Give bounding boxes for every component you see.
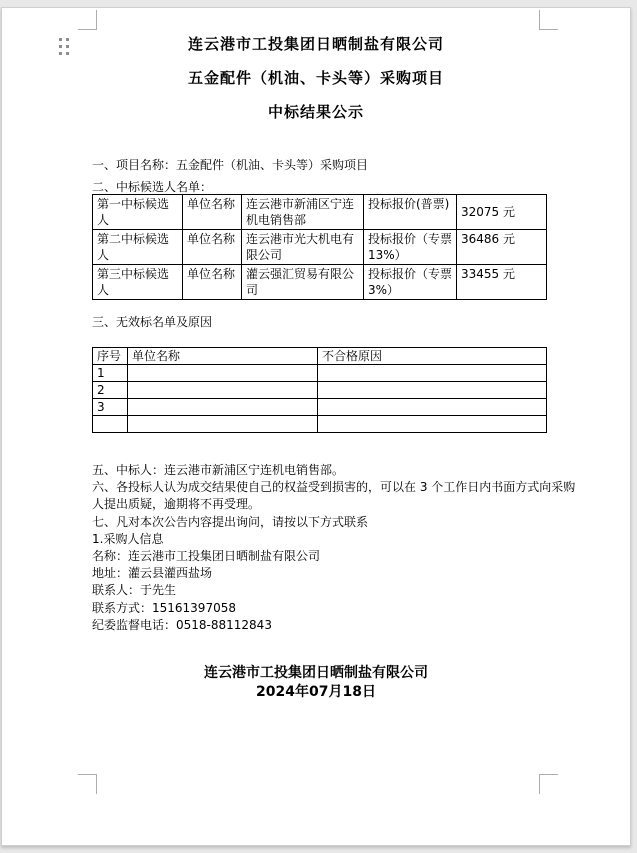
table-row — [93, 195, 547, 230]
document-title-project: 五金配件（机油、卡头等）采购项目 — [187, 69, 444, 87]
margin-corner-top-left-icon — [78, 10, 97, 30]
signature-block — [1, 664, 631, 702]
candidates-table — [92, 194, 547, 300]
table-row — [93, 416, 547, 433]
price-value-cell: 32075 元 — [457, 195, 547, 230]
margin-corner-bottom-left-icon — [78, 774, 97, 794]
row-number-cell: 3 — [93, 399, 128, 416]
section-project-name: 一、项目名称：五金配件（机油、卡头等）采购项目 — [92, 158, 369, 172]
body-line-purchaser-name: 名称：连云港市工投集团日晒制盐有限公司 — [92, 549, 321, 564]
company-name-cell: 灌云强汇贸易有限公司 — [242, 265, 364, 300]
signature-company: 连云港市工投集团日晒制盐有限公司 — [204, 665, 428, 681]
body-text-block — [92, 462, 576, 634]
section-candidate-list-heading: 二、中标候选人名单： — [92, 180, 213, 194]
table-row — [93, 399, 547, 416]
reason-cell — [318, 382, 547, 399]
invalid-bids-table — [92, 347, 547, 433]
candidate-rank-cell: 第三中标候选人 — [93, 265, 183, 300]
col-header-reason: 不合格原因 — [318, 348, 547, 365]
reason-cell — [318, 365, 547, 382]
table-row — [93, 265, 547, 300]
price-value-cell: 36486 元 — [457, 230, 547, 265]
unit-name-cell — [128, 399, 318, 416]
table-row — [93, 382, 547, 399]
body-line-objection-1: 六、各投标人认为成交结果使自己的权益受到损害的，可以在 3 个工作日内书面方式向采购 — [92, 480, 576, 495]
price-label-cell: 投标报价(普票) — [364, 195, 457, 230]
table-row — [93, 365, 547, 382]
row-number-cell — [93, 416, 128, 433]
body-line-purchaser-info-heading: 1.采购人信息 — [92, 531, 164, 546]
body-line-contact-phone: 联系方式：15161397058 — [92, 600, 236, 615]
col-header-unit: 单位名称 — [128, 348, 318, 365]
row-number-cell: 2 — [93, 382, 128, 399]
body-line-inquiry: 七、凡对本次公告内容提出询问，请按以下方式联系 — [92, 514, 369, 529]
company-name-cell: 连云港市新浦区宁连机电销售部 — [242, 195, 364, 230]
signature-date: 2024年07月18日 — [256, 684, 376, 700]
table-header-row — [93, 348, 547, 365]
body-line-winner: 五、中标人：连云港市新浦区宁连机电销售部。 — [92, 463, 345, 477]
price-value-cell: 33455 元 — [457, 265, 547, 300]
reason-cell — [318, 399, 547, 416]
unit-label-cell: 单位名称 — [183, 230, 242, 265]
unit-name-cell — [128, 382, 318, 399]
document-title-announcement: 中标结果公示 — [267, 103, 364, 121]
price-label-cell: 投标报价（专票3%） — [364, 265, 457, 300]
unit-label-cell: 单位名称 — [183, 195, 242, 230]
row-number-cell: 1 — [93, 365, 128, 382]
body-line-contact-person: 联系人：于先生 — [92, 583, 177, 598]
candidate-rank-cell: 第一中标候选人 — [93, 195, 183, 230]
table-row — [93, 230, 547, 265]
body-line-objection-2: 人提出质疑，逾期将不再受理。 — [92, 497, 261, 512]
section-invalid-bids-heading: 三、无效标名单及原因 — [92, 315, 213, 329]
unit-name-cell — [128, 416, 318, 433]
reason-cell — [318, 416, 547, 433]
margin-corner-bottom-right-icon — [539, 774, 558, 794]
company-name-cell: 连云港市光大机电有限公司 — [242, 230, 364, 265]
candidate-rank-cell: 第二中标候选人 — [93, 230, 183, 265]
col-header-no: 序号 — [93, 348, 128, 365]
price-label-cell: 投标报价（专票13%） — [364, 230, 457, 265]
document-title-company: 连云港市工投集团日晒制盐有限公司 — [187, 35, 444, 53]
unit-label-cell: 单位名称 — [183, 265, 242, 300]
body-line-address: 地址：灌云县灌西盐场 — [92, 566, 213, 581]
body-line-supervision-phone: 纪委监督电话：0518-88112843 — [92, 617, 272, 632]
margin-corner-top-right-icon — [539, 10, 558, 30]
unit-name-cell — [128, 365, 318, 382]
